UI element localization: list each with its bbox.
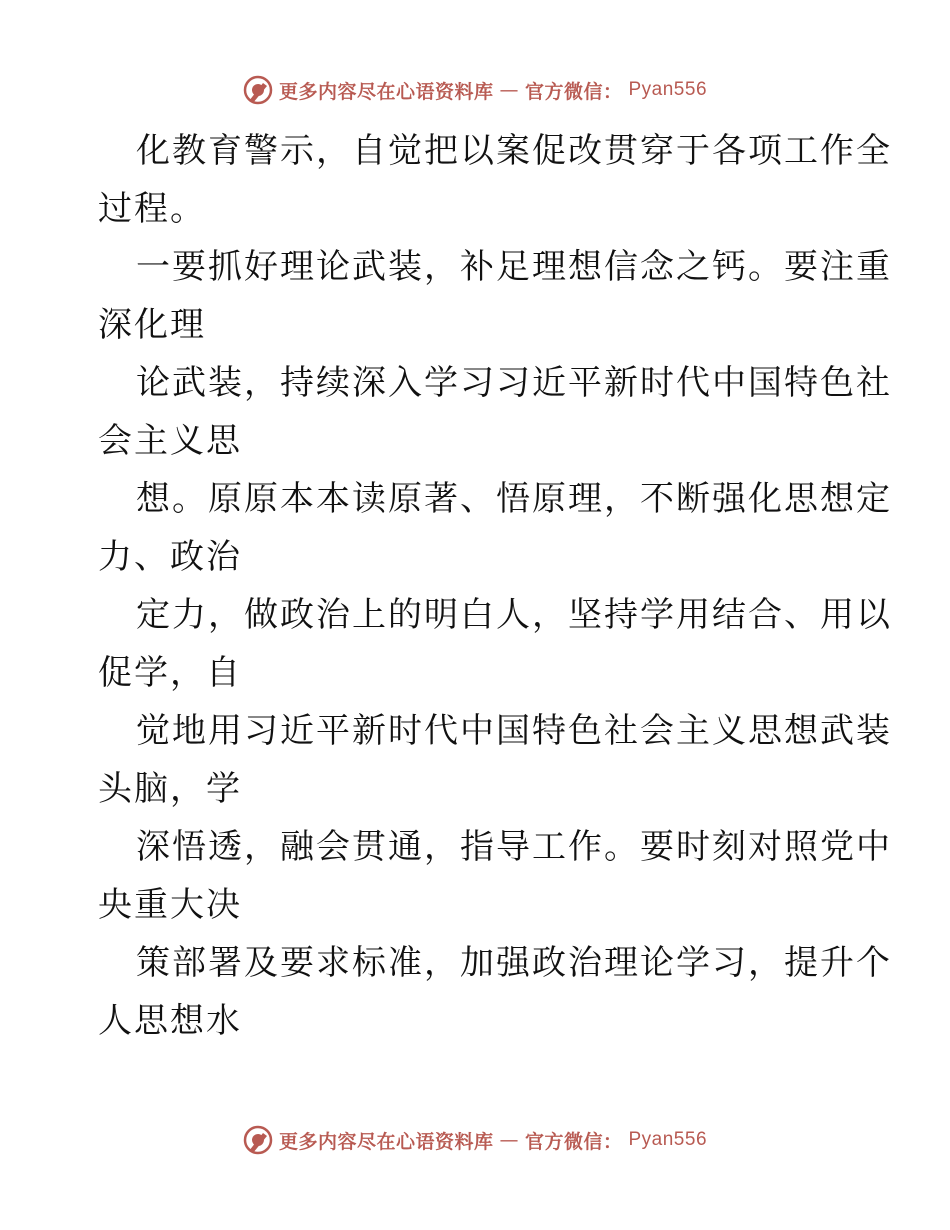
header-brand	[243, 75, 707, 105]
page-header	[0, 70, 950, 110]
body-line: 想。原原本本读原著、悟原理，不断强化思想定	[136, 479, 892, 519]
footer-wechat-handle: Pyan556	[628, 1129, 708, 1150]
header-wechat-label: 官方微信：	[524, 80, 623, 103]
body-line: 策部署及要求标准，加强政治理论学习，提升个	[136, 943, 892, 983]
body-line: 深化理	[98, 305, 206, 345]
body-line: 定力，做政治上的明白人，坚持学用结合、用以	[136, 595, 892, 635]
document-body	[98, 122, 892, 1050]
footer-brand	[243, 1125, 707, 1155]
body-line: 央重大决	[98, 885, 242, 925]
body-line: 促学，自	[98, 653, 242, 693]
page-footer	[0, 1120, 950, 1160]
header-site-name: 更多内容尽在心语资料库	[278, 80, 494, 103]
header-separator: —	[499, 79, 519, 101]
body-line: 化教育警示，自觉把以案促改贯穿于各项工作全	[136, 131, 892, 171]
body-line: 觉地用习近平新时代中国特色社会主义思想武装	[136, 711, 892, 751]
body-line: 论武装，持续深入学习习近平新时代中国特色社	[136, 363, 892, 403]
footer-wechat-label: 官方微信：	[524, 1130, 623, 1153]
body-line: 头脑，学	[98, 769, 242, 809]
body-line: 过程。	[98, 189, 206, 229]
pen-logo-icon	[243, 1125, 273, 1155]
pen-logo-icon	[243, 75, 273, 105]
footer-separator: —	[499, 1129, 519, 1151]
body-line: 一要抓好理论武装，补足理想信念之钙。要注重	[136, 247, 892, 287]
header-wechat-handle: Pyan556	[628, 79, 708, 100]
body-line: 深悟透，融会贯通，指导工作。要时刻对照党中	[136, 827, 892, 867]
body-line: 力、政治	[98, 537, 242, 577]
body-line: 人思想水	[98, 1001, 242, 1041]
footer-site-name: 更多内容尽在心语资料库	[278, 1130, 494, 1153]
body-line: 会主义思	[98, 421, 242, 461]
